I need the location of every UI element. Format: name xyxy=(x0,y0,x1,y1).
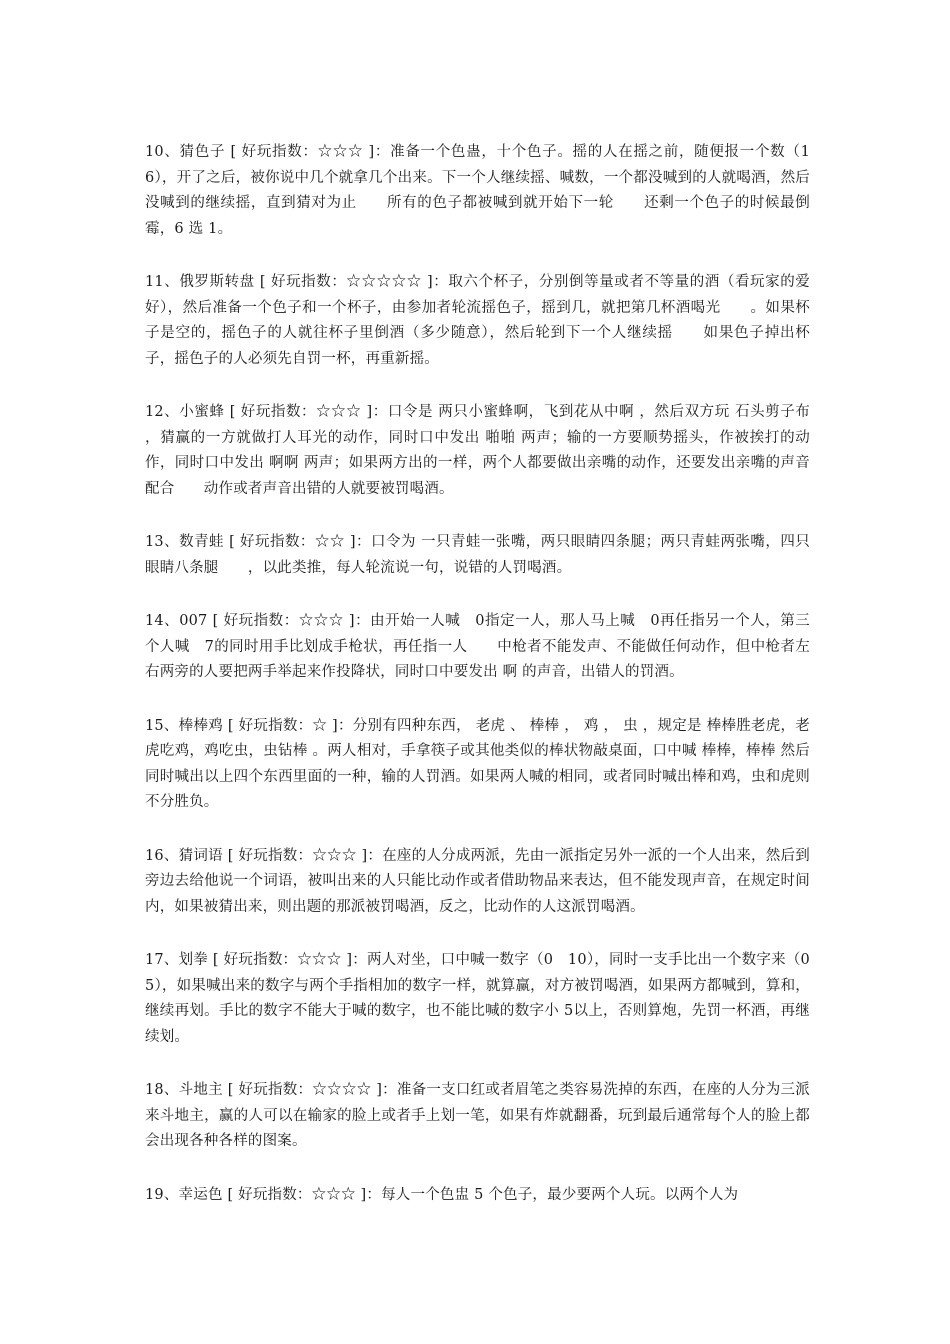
entry-text: 19、幸运色 [ 好玩指数：☆☆☆ ]：每人一个色盅 5 个色子，最少要两个人玩。以两个人为 xyxy=(145,1186,739,1203)
entry-text: 12、小蜜蜂 [ 好玩指数：☆☆☆ ]：口令是 两只小蜜蜂啊，飞到花从中啊 ，然后双方玩 石头剪子布 ，猜赢的一方就做打人耳光的动作，同时口中发出 啪啪 两声；输的一方要顺势摇头，作被挨打的动作，同时口中发出 啊啊 两声；如果两方出的一样，两个人都要做出亲嘴的动作，还要发出亲嘴的声音配合 动作或者声音出错的人就要被罚喝酒。 xyxy=(145,404,810,497)
game-entry-12 xyxy=(145,400,810,502)
entry-text: 17、划拳 [ 好玩指数：☆☆☆ ]：两人对坐，口中喊一数字（0 10），同时一支手比出一个数字来（0 5），如果喊出来的数字与两个手指相加的数字一样，就算赢，对方被罚喝酒，如果两方都喊到，算和，继续再划。手比的数字不能大于喊的数字，也不能比喊的数字小 5以上，否则算炮，先罚一杯酒，再继续划。 xyxy=(145,952,825,1045)
game-entry-13 xyxy=(145,530,810,581)
entry-text: 14、007 [ 好玩指数：☆☆☆ ]：由开始一人喊 0指定一人，那人马上喊 0再任指另一个人，第三个人喊 7的同时用手比划成手枪状，再任指一人 中枪者不能发声、不能做任何动作，但中枪者左右两旁的人要把两手举起来作投降状，同时口中要发出 啊 的声音，出错人的罚酒。 xyxy=(145,613,810,680)
game-entry-18 xyxy=(145,1078,810,1155)
entry-text: 10、猜色子 [ 好玩指数：☆☆☆ ]：准备一个色蛊，十个色子。摇的人在摇之前，随便报一个数（1 6），开了之后，被你说中几个就拿几个出来。下一个人继续摇、喊数，一个都没喊到的人就喝酒，然后没喊到的继续摇，直到猜对为止 所有的色子都被喊到就开始下一轮 还剩一个色子的时候最倒霉，6 选 1。 xyxy=(145,144,825,237)
entry-text: 13、数青蛙 [ 好玩指数：☆☆ ]：口令为 一只青蛙一张嘴，两只眼睛四条腿；两只青蛙两张嘴，四只眼睛八条腿 ，以此类推，每人轮流说一句，说错的人罚喝酒。 xyxy=(145,534,810,576)
game-entry-19 xyxy=(145,1183,810,1209)
game-entry-17 xyxy=(145,948,825,1050)
game-entry-10 xyxy=(145,140,825,242)
entry-text: 11、俄罗斯转盘 [ 好玩指数：☆☆☆☆☆ ]：取六个杯子，分别倒等量或者不等量的酒（看玩家的爱好），然后准备一个色子和一个杯子，由参加者轮流摇色子，摇到几，就把第几杯酒喝光 。如果杯子是空的，摇色子的人就往杯子里倒酒（多少随意），然后轮到下一个人继续摇 如果色子掉出杯子，摇色子的人必须先自罚一杯，再重新摇。 xyxy=(145,274,810,367)
game-entry-16 xyxy=(145,844,810,921)
entry-text: 16、猜词语 [ 好玩指数：☆☆☆ ]：在座的人分成两派，先由一派指定另外一派的一个人出来，然后到旁边去给他说一个词语，被叫出来的人只能比动作或者借助物品来表达，但不能发现声音，在规定时间内，如果被猜出来，则出题的那派被罚喝酒，反之，比动作的人这派罚喝酒。 xyxy=(145,847,810,915)
game-entry-15 xyxy=(145,714,810,816)
entry-text: 18、斗地主 [ 好玩指数：☆☆☆☆ ]：准备一支口红或者眉笔之类容易洗掉的东西，在座的人分为三派来斗地主，赢的人可以在输家的脸上或者手上划一笔，如果有炸就翻番，玩到最后通常每个人的脸上都会出现各种各样的图案。 xyxy=(145,1082,810,1149)
game-entry-14 xyxy=(145,609,810,686)
game-entry-11 xyxy=(145,270,810,372)
entry-text: 15、棒棒鸡 [ 好玩指数：☆ ]：分别有四种东西， 老虎 、 棒棒 ， 鸡 ， 虫 ，规定是 棒棒胜老虎，老虎吃鸡，鸡吃虫，虫钻棒 。两人相对，手拿筷子或其他类似的棒状物敲桌面，口中喊 棒棒，棒棒 然后同时喊出以上四个东西里面的一种，输的人罚酒。如果两人喊的相同，或者同时喊出棒和鸡，虫和虎则不分胜负。 xyxy=(145,717,810,810)
document-body xyxy=(145,140,825,1236)
